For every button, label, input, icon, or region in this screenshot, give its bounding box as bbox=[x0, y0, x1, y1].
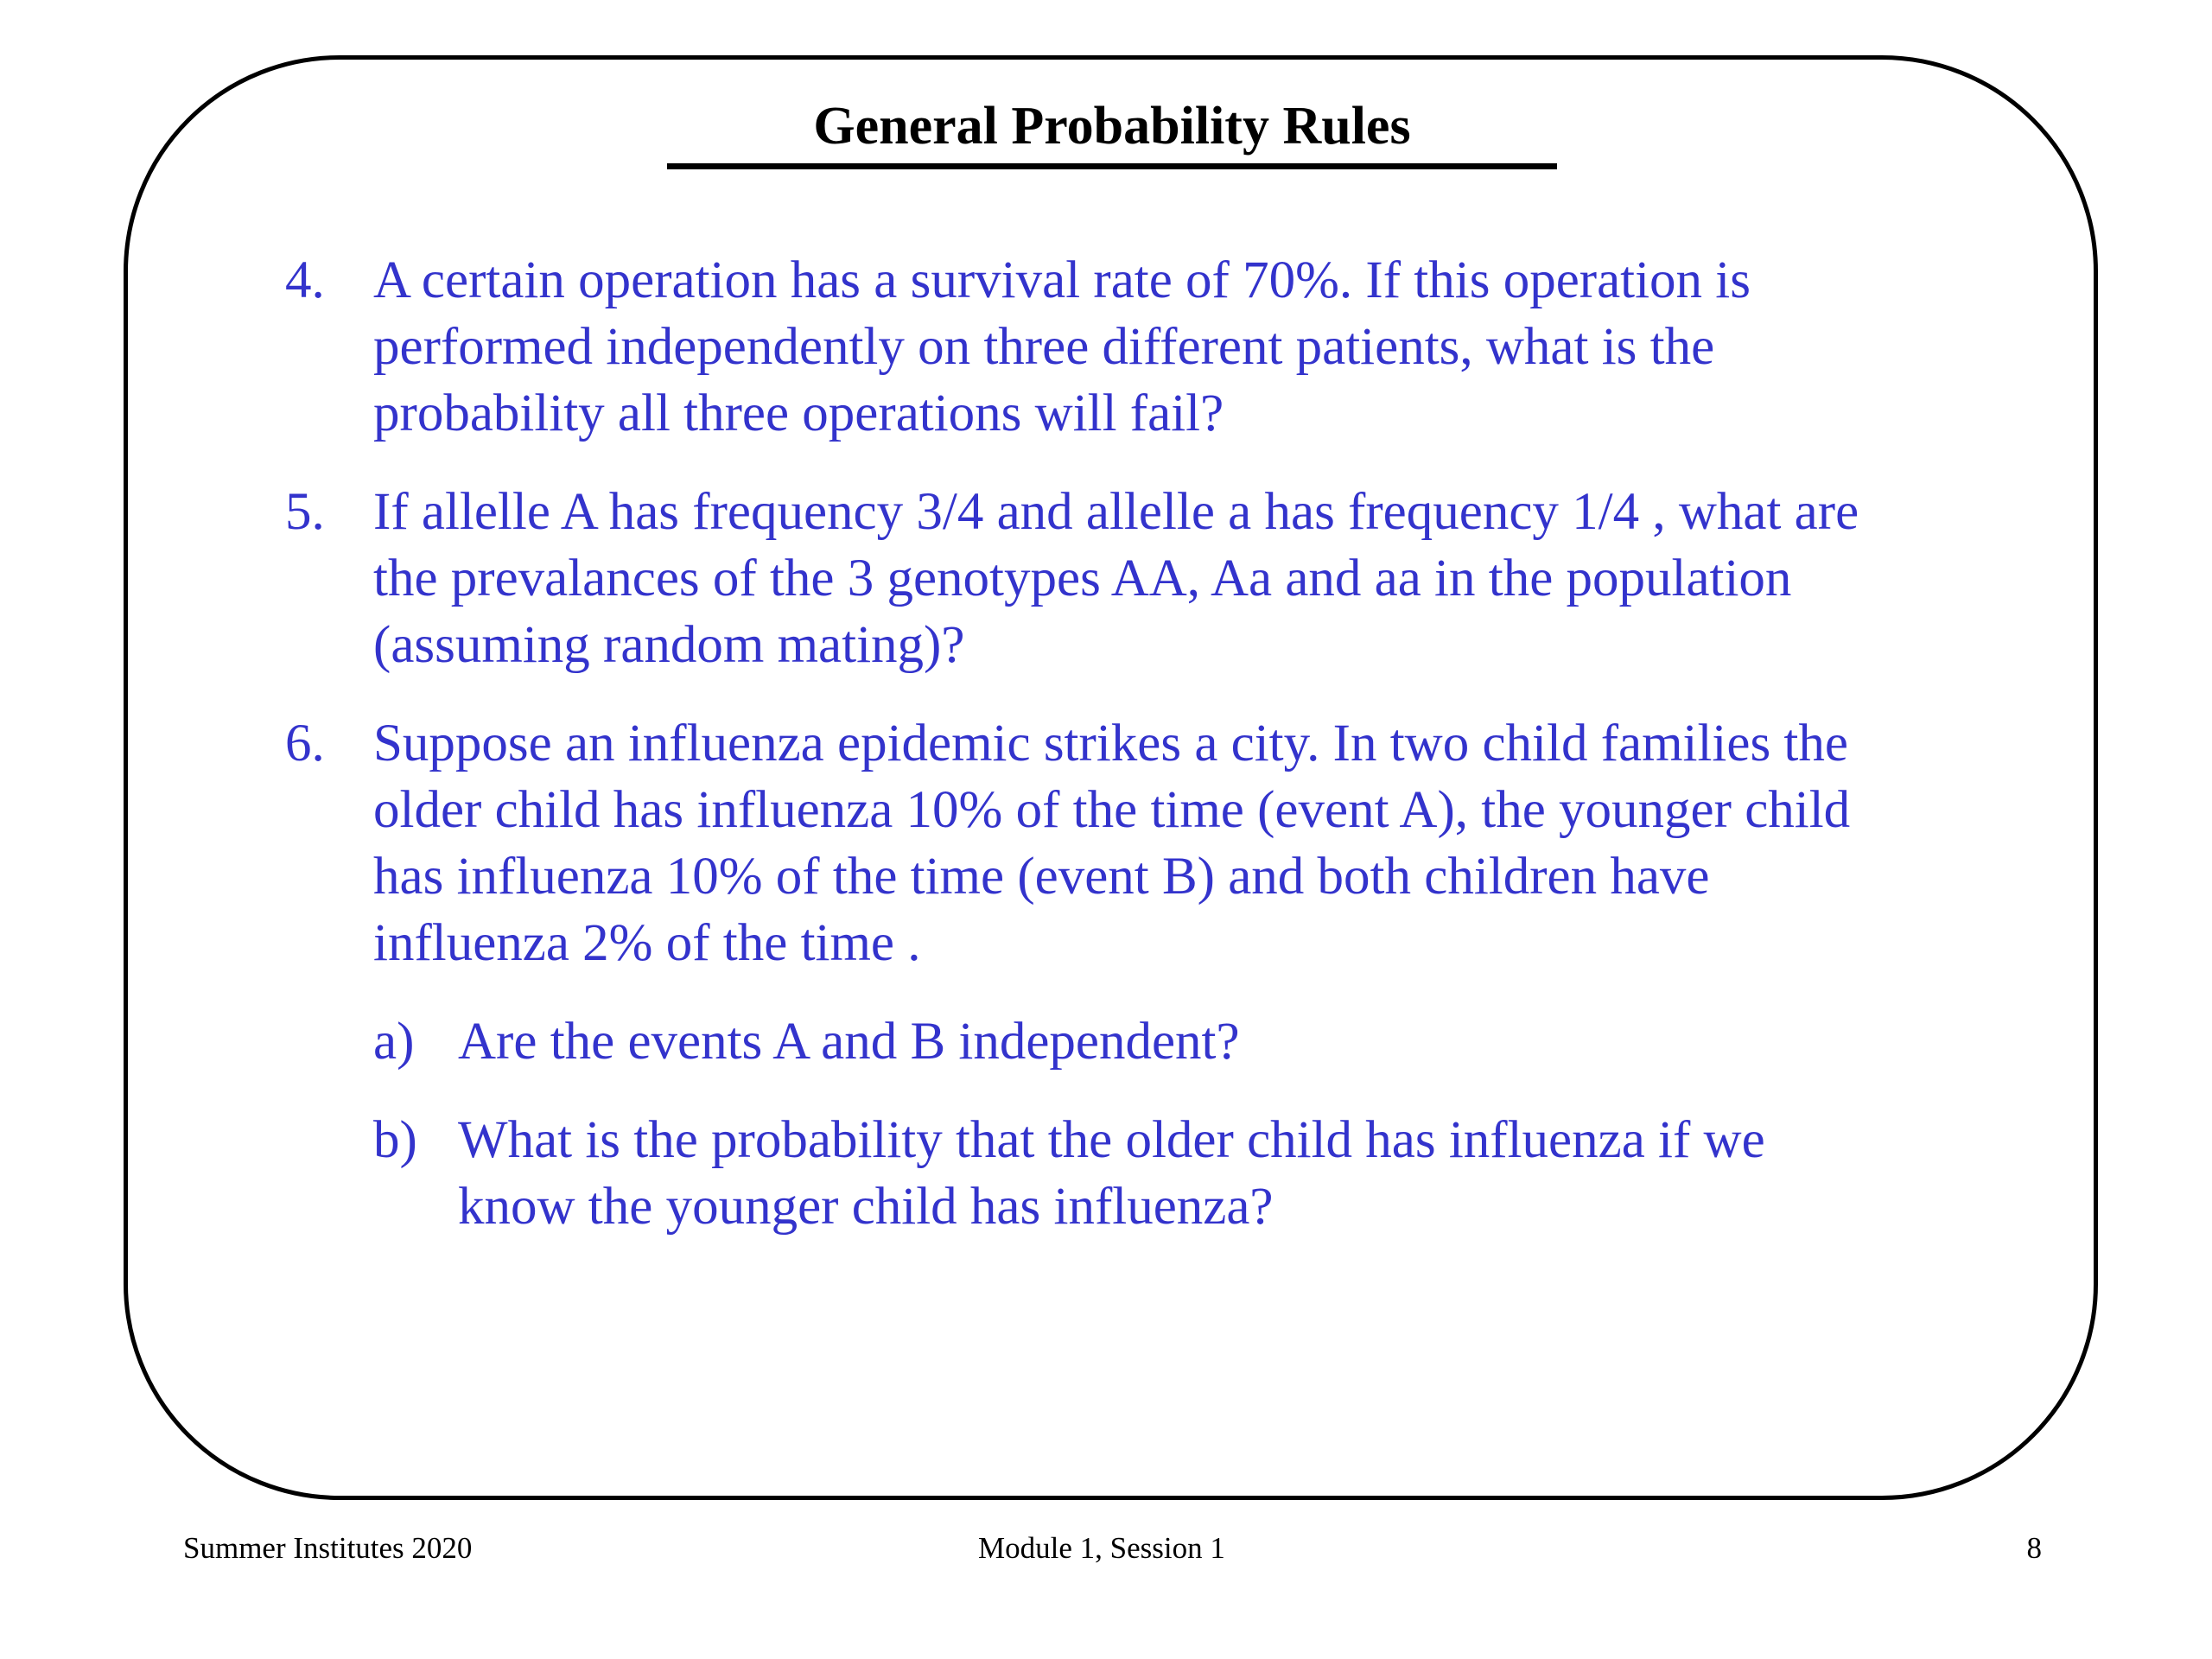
question-text-line: If allelle A has frequency 3/4 and allelle a has frequency 1/4 , what are bbox=[373, 483, 1859, 541]
question-text-line: Suppose an influenza epidemic strikes a city. In two child families the bbox=[373, 715, 1848, 772]
subpart-label: b) bbox=[373, 1111, 417, 1169]
footer-module: Module 1, Session 1 bbox=[978, 1531, 1225, 1565]
question-text-line: the prevalances of the 3 genotypes AA, Aa and aa in the population bbox=[373, 550, 1792, 607]
title-underline bbox=[667, 163, 1557, 169]
question-text-line: performed independently on three different patients, what is the bbox=[373, 318, 1715, 376]
question-text-line: older child has influenza 10% of the time (event A), the younger child bbox=[373, 781, 1851, 839]
question-text-line: has influenza 10% of the time (event B) and both children have bbox=[373, 848, 1710, 906]
question-5 bbox=[276, 479, 1987, 678]
subpart-label: a) bbox=[373, 1013, 415, 1071]
subpart-text-line: What is the probability that the older child has influenza if we bbox=[458, 1111, 1765, 1169]
subpart-text-line: know the younger child has influenza? bbox=[458, 1178, 1274, 1236]
question-text-line: probability all three operations will fail? bbox=[373, 385, 1224, 442]
question-6 bbox=[276, 710, 1987, 976]
subpart-text-line: Are the events A and B independent? bbox=[458, 1013, 1240, 1071]
slide-title: General Probability Rules bbox=[813, 97, 1411, 156]
question-number: 4. bbox=[285, 251, 325, 309]
question-6a bbox=[373, 1008, 1987, 1075]
footer-page-number: 8 bbox=[2026, 1531, 2042, 1565]
question-number: 5. bbox=[285, 483, 325, 541]
question-list bbox=[276, 247, 1987, 1272]
question-text-line: (assuming random mating)? bbox=[373, 616, 965, 674]
question-text-line: influenza 2% of the time . bbox=[373, 914, 921, 972]
question-text-line: A certain operation has a survival rate of 70%. If this operation is bbox=[373, 251, 1751, 309]
question-number: 6. bbox=[285, 715, 325, 772]
footer-institute: Summer Institutes 2020 bbox=[183, 1531, 473, 1565]
question-4 bbox=[276, 247, 1987, 447]
question-6b bbox=[373, 1107, 1987, 1240]
